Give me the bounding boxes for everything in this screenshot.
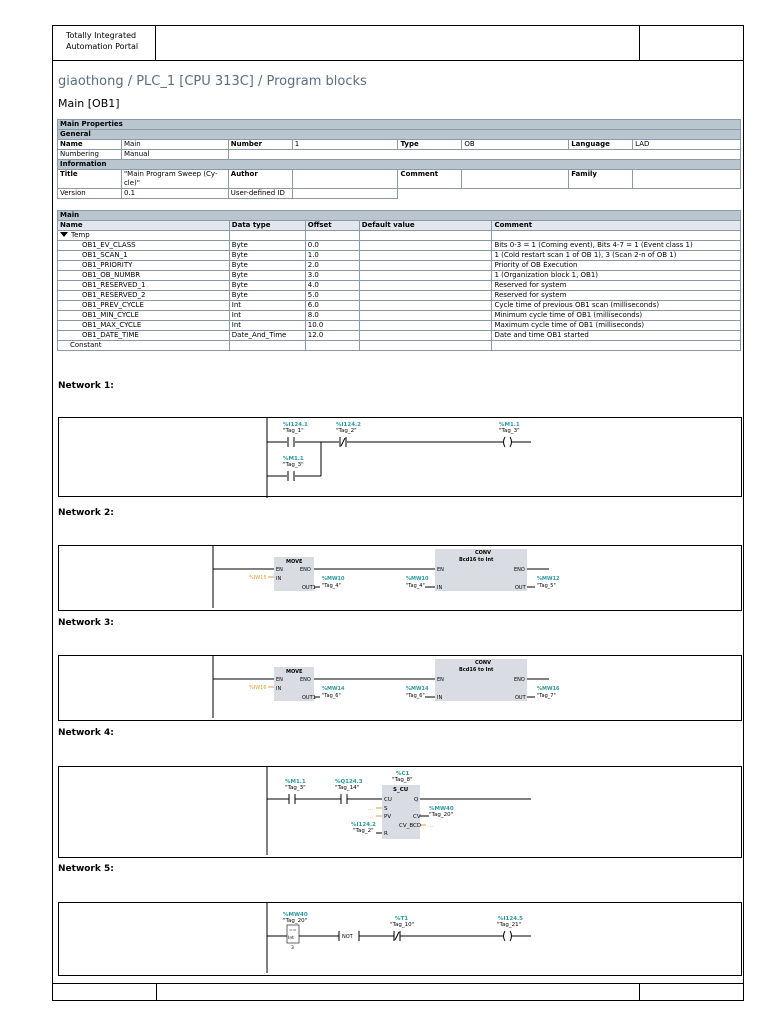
conv-out-address: %MW16 <box>537 686 560 692</box>
table-row <box>58 261 741 271</box>
network-1-diagram <box>59 418 743 498</box>
contact-1-address: %M1.1 <box>285 779 306 785</box>
counter-cv: CV <box>413 814 421 820</box>
network-3 <box>58 655 742 721</box>
var-offset: 4.0 <box>305 281 359 291</box>
var-name: OB1_OB_NUMBR <box>58 271 230 281</box>
table-row <box>58 321 741 331</box>
var-default <box>359 271 492 281</box>
counter-pv: PV <box>384 814 392 820</box>
table-row <box>58 301 741 311</box>
blank <box>359 341 492 351</box>
var-offset: 6.0 <box>305 301 359 311</box>
interface-table <box>57 210 741 351</box>
network-5 <box>58 902 742 976</box>
move-eno: ENO <box>300 677 311 683</box>
section-main-properties: Main Properties <box>58 120 741 130</box>
blank <box>492 231 741 241</box>
portal-label <box>53 26 156 60</box>
var-comment: Reserved for system <box>492 291 741 301</box>
breadcrumb: giaothong / PLC_1 [CPU 313C] / Program blocks <box>58 74 367 89</box>
move-title: MOVE <box>286 559 303 565</box>
network-3-diagram <box>59 656 743 722</box>
var-comment: Minimum cycle time of OB1 (milliseconds) <box>492 311 741 321</box>
name-value: Main <box>121 140 228 150</box>
move-eno: ENO <box>300 567 311 573</box>
var-comment: Maximum cycle time of OB1 (milliseconds) <box>492 321 741 331</box>
var-comment: Priority of OB Execution <box>492 261 741 271</box>
conv-eno: ENO <box>514 567 525 573</box>
contact-2-tag: "Tag_2" <box>336 428 357 434</box>
var-default <box>359 321 492 331</box>
coil-address: %I124.5 <box>498 916 523 922</box>
table-row <box>58 311 741 321</box>
var-datatype: Int <box>229 321 305 331</box>
network-5-diagram <box>59 903 743 977</box>
header-divider <box>639 26 640 60</box>
col-default: Default value <box>359 221 492 231</box>
var-name: OB1_PREV_CYCLE <box>58 301 230 311</box>
var-offset: 2.0 <box>305 261 359 271</box>
conv-title: CONV <box>475 550 491 556</box>
network-4 <box>58 766 742 858</box>
counter-cvbcd: CV_BCD <box>399 823 422 829</box>
family-value <box>633 170 741 189</box>
coil-address: %M1.1 <box>499 422 520 428</box>
col-name: Name <box>58 221 230 231</box>
conv-in: IN <box>437 585 443 591</box>
var-offset: 12.0 <box>305 331 359 341</box>
var-comment: Reserved for system <box>492 281 741 291</box>
language-label: Language <box>569 140 633 150</box>
counter-cv-address: %MW40 <box>429 806 454 812</box>
blank <box>492 341 741 351</box>
var-datatype: Byte <box>229 241 305 251</box>
network-1 <box>58 417 742 497</box>
author-label: Author <box>228 170 292 189</box>
var-offset: 1.0 <box>305 251 359 261</box>
counter-pv-dots: ... <box>368 814 374 820</box>
report-page <box>52 25 744 1001</box>
move-in-const: %IW15 <box>249 575 267 581</box>
contact-1-address: %I124.1 <box>283 422 308 428</box>
var-datatype: Byte <box>229 261 305 271</box>
conv-out: OUT <box>515 585 526 591</box>
counter-address: %C1 <box>396 771 410 777</box>
var-default <box>359 281 492 291</box>
counter-type: S_CU <box>393 787 409 793</box>
table-row <box>58 331 741 341</box>
conv-in-address: %MW10 <box>406 576 429 582</box>
move-en: EN <box>276 567 283 573</box>
type-label: Type <box>398 140 462 150</box>
var-comment: Cycle time of previous OB1 scan (milliseconds) <box>492 301 741 311</box>
var-default <box>359 331 492 341</box>
network-4-diagram <box>59 767 743 859</box>
constant-row: Constant <box>58 341 230 351</box>
col-datatype: Data type <box>229 221 305 231</box>
counter-s: S <box>384 806 388 812</box>
conv-out-tag: "Tag_7" <box>537 693 556 699</box>
var-comment: Date and time OB1 started <box>492 331 741 341</box>
compare-op: == <box>289 928 297 933</box>
contact-2-address: %Q124.3 <box>335 779 363 785</box>
blank <box>398 189 741 199</box>
move-in: IN <box>276 686 282 692</box>
move-out-address: %MW10 <box>322 576 345 582</box>
conv-en: EN <box>437 567 444 573</box>
block-title: Main [OB1] <box>58 97 120 110</box>
counter-r: R <box>384 831 388 837</box>
compare-value: 3 <box>291 946 294 951</box>
move-out1: OUT1 <box>302 585 316 591</box>
table-row <box>58 281 741 291</box>
family-label: Family <box>569 170 633 189</box>
var-default <box>359 261 492 271</box>
table-row <box>58 291 741 301</box>
var-comment: 1 (Organization block 1, OB1) <box>492 271 741 281</box>
var-datatype: Int <box>229 301 305 311</box>
title-value: "Main Program Sweep (Cy-cle)" <box>121 170 228 189</box>
language-value: LAD <box>633 140 741 150</box>
author-value <box>292 170 398 189</box>
contact-3-address: %M1.1 <box>283 456 304 462</box>
conv-out-tag: "Tag_5" <box>537 583 556 589</box>
var-offset: 3.0 <box>305 271 359 281</box>
conv-types: Bcd16 to Int <box>459 667 494 673</box>
move-out1: OUT1 <box>302 695 316 701</box>
timer-address: %T1 <box>395 916 409 922</box>
var-default <box>359 241 492 251</box>
conv-types: Bcd16 to Int <box>459 557 494 563</box>
empty-cell <box>228 150 740 160</box>
var-comment: Bits 0-3 = 1 (Coming event), Bits 4-7 = 1 (Event class 1) <box>492 241 741 251</box>
page-footer <box>53 983 743 1000</box>
var-name: OB1_EV_CLASS <box>58 241 230 251</box>
counter-cu: CU <box>384 797 392 803</box>
conv-in: IN <box>437 695 443 701</box>
move-in: IN <box>276 576 282 582</box>
var-name: OB1_RESERVED_2 <box>58 291 230 301</box>
contact-2-tag: "Tag_14" <box>335 785 360 791</box>
blank <box>229 231 305 241</box>
collapse-triangle-icon[interactable] <box>60 232 68 237</box>
counter-q: Q <box>414 797 419 803</box>
type-value: OB <box>462 140 569 150</box>
blank <box>359 231 492 241</box>
conv-eno: ENO <box>514 677 525 683</box>
move-out-tag: "Tag_6" <box>322 693 341 699</box>
counter-cvbcd-dots: ... <box>428 823 434 829</box>
table-row <box>58 251 741 261</box>
blank <box>305 231 359 241</box>
network-2-diagram <box>59 546 743 612</box>
name-label: Name <box>58 140 122 150</box>
conv-in-tag: "Tag_6" <box>406 693 425 699</box>
counter-tag: "Tag_8" <box>392 777 413 783</box>
move-out-tag: "Tag_4" <box>322 583 341 589</box>
not-label: NOT <box>342 934 353 940</box>
network-3-label: Network 3: <box>58 618 114 628</box>
var-default <box>359 291 492 301</box>
var-datatype: Byte <box>229 281 305 291</box>
move-in-const: %IW16 <box>249 685 267 691</box>
section-general: General <box>58 130 741 140</box>
var-datatype: Byte <box>229 291 305 301</box>
title-label: Title <box>58 170 122 189</box>
conv-title: CONV <box>475 660 491 666</box>
network-1-label: Network 1: <box>58 381 114 391</box>
col-offset: Offset <box>305 221 359 231</box>
table-row <box>58 241 741 251</box>
compare-type: Int <box>288 936 294 941</box>
section-interface: Main <box>58 211 741 221</box>
var-name: OB1_MAX_CYCLE <box>58 321 230 331</box>
udid-value <box>292 189 398 199</box>
conv-out: OUT <box>515 695 526 701</box>
portal-line-2: Automation Portal <box>66 42 139 51</box>
compare-tag: "Tag_20" <box>283 918 308 924</box>
network-2 <box>58 545 742 611</box>
section-information: Information <box>58 160 741 170</box>
blank <box>229 341 305 351</box>
version-value: 0.1 <box>121 189 228 199</box>
conv-en: EN <box>437 677 444 683</box>
counter-r-address: %I124.2 <box>351 822 376 828</box>
contact-1-tag: "Tag_1" <box>283 428 304 434</box>
counter-cv-tag: "Tag_20" <box>429 812 454 818</box>
network-4-label: Network 4: <box>58 728 114 738</box>
timer-tag: "Tag_10" <box>390 922 415 928</box>
version-label: Version <box>58 189 122 199</box>
var-comment: 1 (Cold restart scan 1 of OB 1), 3 (Scan 2-n of OB 1) <box>492 251 741 261</box>
footer-divider-2 <box>639 984 640 1000</box>
contact-1-tag: "Tag_3" <box>285 785 306 791</box>
var-offset: 5.0 <box>305 291 359 301</box>
footer-divider-1 <box>156 984 157 1000</box>
var-name: OB1_MIN_CYCLE <box>58 311 230 321</box>
portal-line-1: Totally Integrated <box>66 31 137 40</box>
number-label: Number <box>228 140 292 150</box>
contact-2-address: %I124.2 <box>336 422 361 428</box>
conv-out-address: %MW12 <box>537 576 560 582</box>
var-datatype: Byte <box>229 251 305 261</box>
var-datatype: Int <box>229 311 305 321</box>
number-value: 1 <box>292 140 398 150</box>
var-name: OB1_RESERVED_1 <box>58 281 230 291</box>
conv-in-tag: "Tag_4" <box>406 583 425 589</box>
network-2-label: Network 2: <box>58 508 114 518</box>
var-datatype: Byte <box>229 271 305 281</box>
counter-s-dots: ... <box>368 806 374 812</box>
coil-tag: "Tag_21" <box>497 922 522 928</box>
var-name: OB1_SCAN_1 <box>58 251 230 261</box>
var-default <box>359 251 492 261</box>
coil-tag: "Tag_3" <box>499 428 520 434</box>
var-offset: 8.0 <box>305 311 359 321</box>
conv-in-address: %MW14 <box>406 686 429 692</box>
contact-3-tag: "Tag_3" <box>283 462 304 468</box>
compare-address: %MW40 <box>283 912 308 918</box>
table-row <box>58 271 741 281</box>
var-default <box>359 311 492 321</box>
blank <box>305 341 359 351</box>
var-offset: 0.0 <box>305 241 359 251</box>
counter-r-tag: "Tag_2" <box>353 828 374 834</box>
network-5-label: Network 5: <box>58 864 114 874</box>
temp-label: Temp <box>71 231 90 239</box>
comment-value <box>462 170 569 189</box>
var-name: OB1_DATE_TIME <box>58 331 230 341</box>
var-offset: 10.0 <box>305 321 359 331</box>
udid-label: User-defined ID <box>228 189 292 199</box>
temp-row[interactable] <box>58 231 230 241</box>
page-header <box>53 26 743 61</box>
var-name: OB1_PRIORITY <box>58 261 230 271</box>
move-out-address: %MW14 <box>322 686 345 692</box>
numbering-label: Numbering <box>58 150 122 160</box>
var-datatype: Date_And_Time <box>229 331 305 341</box>
move-en: EN <box>276 677 283 683</box>
move-title: MOVE <box>286 669 303 675</box>
numbering-value: Manual <box>121 150 228 160</box>
properties-table <box>57 119 741 199</box>
var-default <box>359 301 492 311</box>
col-comment: Comment <box>492 221 741 231</box>
comment-label: Comment <box>398 170 462 189</box>
